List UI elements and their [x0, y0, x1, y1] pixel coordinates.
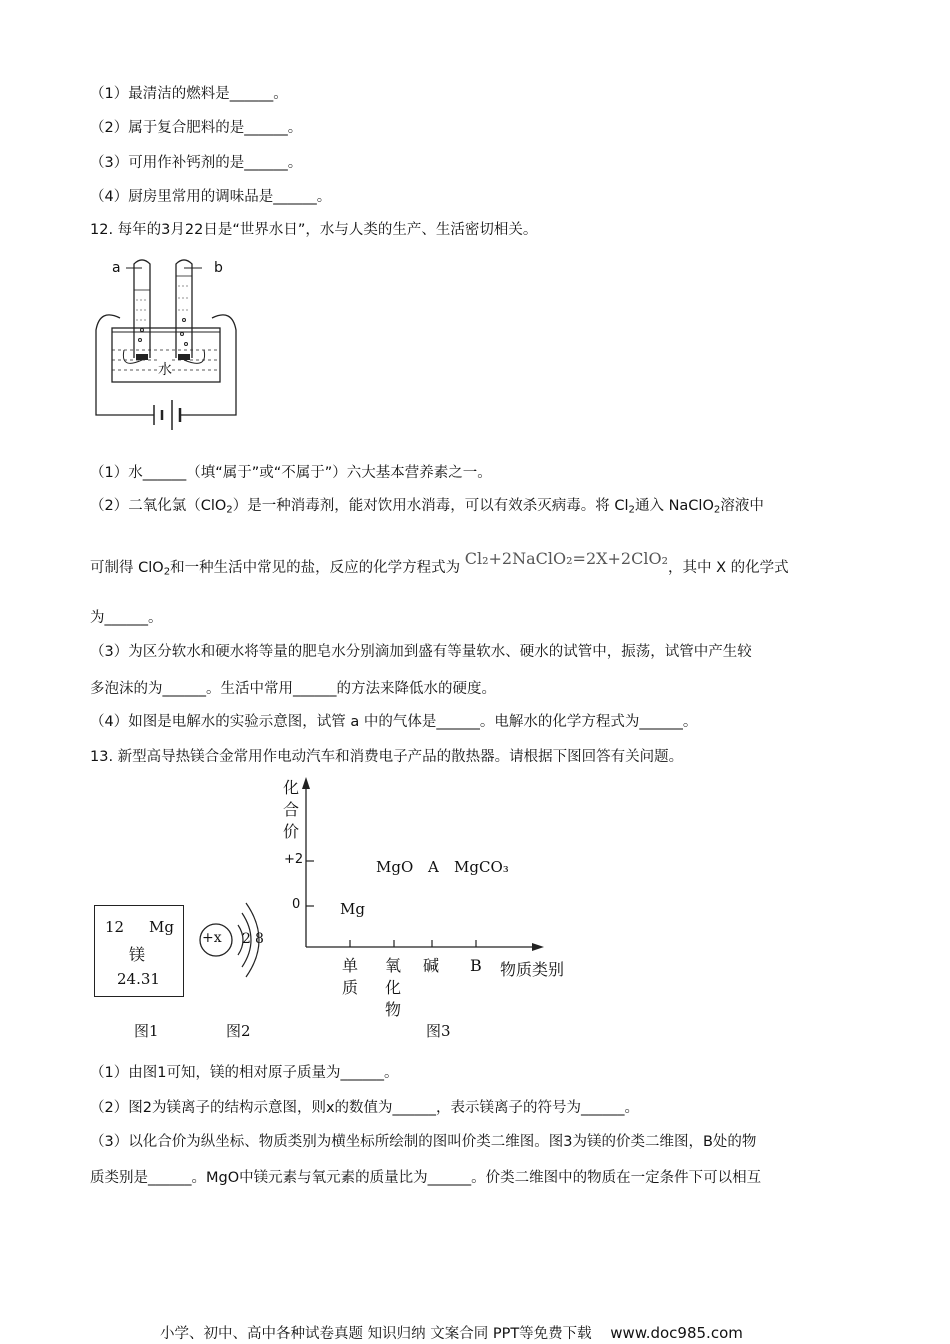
y-axis-label: 化 合 价 — [283, 778, 300, 841]
q12-sub3-line2: 多泡沫的为______。生活中常用______的方法来降低水的硬度。 — [90, 681, 496, 697]
tube-b-label: b — [214, 260, 223, 276]
y-tick-zero: 0 — [292, 897, 301, 912]
nucleus-charge: +x — [202, 930, 222, 946]
point-mgco3: MgCO₃ — [454, 858, 509, 876]
q13-sub3-line2: 质类别是______。MgO中镁元素与氧元素的质量比为______。价类二维图中的物质在一定条件下可以相互 — [90, 1170, 762, 1186]
tube-a-label: a — [112, 260, 121, 276]
fig3-caption: 图3 — [426, 1022, 451, 1040]
q13-title: 13. 新型高导热镁合金常用作电动汽车和消费电子产品的散热器。请根据下图回答有关问题。 — [90, 749, 684, 765]
q13-sub2: （2）图2为镁离子的结构示意图，则x的数值为______，表示镁离子的符号为______。 — [90, 1100, 640, 1116]
shell-1-count: 2 — [242, 931, 251, 947]
shell-2-count: 8 — [255, 931, 264, 947]
q11-item-3: （3）可用作补钙剂的是______。 — [90, 155, 303, 171]
atomic-number: 12 — [105, 918, 125, 936]
electrolysis-diagram — [90, 250, 250, 440]
x-category-elemental: 单 质 — [342, 956, 359, 997]
atomic-mass: 24.31 — [117, 970, 160, 988]
q12-sub2-line2: 可制得 ClO$_2$和一种生活中常见的盐，反应的化学方程式为 Cl₂+2NaClO₂=2X+2ClO₂，其中 X 的化学式 — [90, 549, 789, 578]
electrolysis-figure — [90, 250, 250, 440]
y-tick-plus2: +2 — [284, 852, 304, 867]
x-axis-label: 物质类别 — [500, 960, 565, 979]
q12-sub3-line1: （3）为区分软水和硬水将等量的肥皂水分别滴加到盛有等量软水、硬水的试管中，振荡，试管中产生较 — [90, 644, 752, 660]
point-mgo: MgO — [376, 858, 414, 876]
x-category-b: B — [470, 956, 482, 975]
q13-sub1: （1）由图1可知，镁的相对原子质量为______。 — [90, 1065, 399, 1081]
point-mg: Mg — [340, 900, 365, 918]
element-card — [94, 905, 184, 997]
footer-site-link[interactable]: www.doc985.com — [610, 1324, 743, 1342]
x-category-base: 碱 — [423, 956, 440, 975]
fig1-caption: 图1 — [134, 1022, 159, 1040]
point-a: A — [428, 858, 439, 876]
q12-sub4: （4）如图是电解水的实验示意图，试管 a 中的气体是______。电解水的化学方程式为______。 — [90, 714, 698, 730]
q11-item-4: （4）厨房里常用的调味品是______。 — [90, 189, 332, 205]
element-name: 镁 — [129, 945, 146, 964]
q12-sub2-line3: 为______。 — [90, 610, 163, 626]
page-footer — [160, 1322, 743, 1343]
x-category-oxide: 氧 化 物 — [385, 956, 402, 1019]
q13-sub3-line1: （3）以化合价为纵坐标、物质类别为横坐标所绘制的图叫价类二维图。图3为镁的价类二维图，B处的物 — [90, 1134, 757, 1150]
q12-sub1: （1）水______（填“属于”或“不属于”）六大基本营养素之一。 — [90, 465, 492, 481]
valence-class-chart — [280, 775, 600, 1045]
water-label: 水 — [158, 359, 172, 379]
ion-structure — [194, 895, 274, 985]
reaction-equation: Cl₂+2NaClO₂=2X+2ClO₂ — [464, 549, 668, 568]
q12-title: 12. 每年的3月22日是“世界水日”，水与人类的生产、生活密切相关。 — [90, 222, 538, 238]
q11-item-2: （2）属于复合肥料的是______。 — [90, 120, 303, 136]
q12-sub2-line1: （2）二氧化氯（ClO$_2$）是一种消毒剂，能对饮用水消毒，可以有效杀灭病毒。将 $Cl_2$通入 NaClO$_2$溶液中 — [90, 498, 764, 516]
q11-item-1: （1）最清洁的燃料是______。 — [90, 86, 288, 102]
fig2-caption: 图2 — [226, 1022, 251, 1040]
footer-text: 小学、初中、高中各种试卷真题 知识归纳 文案合同 PPT等免费下载 — [160, 1326, 592, 1342]
element-symbol: Mg — [149, 918, 174, 936]
chart-axes — [280, 775, 600, 1045]
